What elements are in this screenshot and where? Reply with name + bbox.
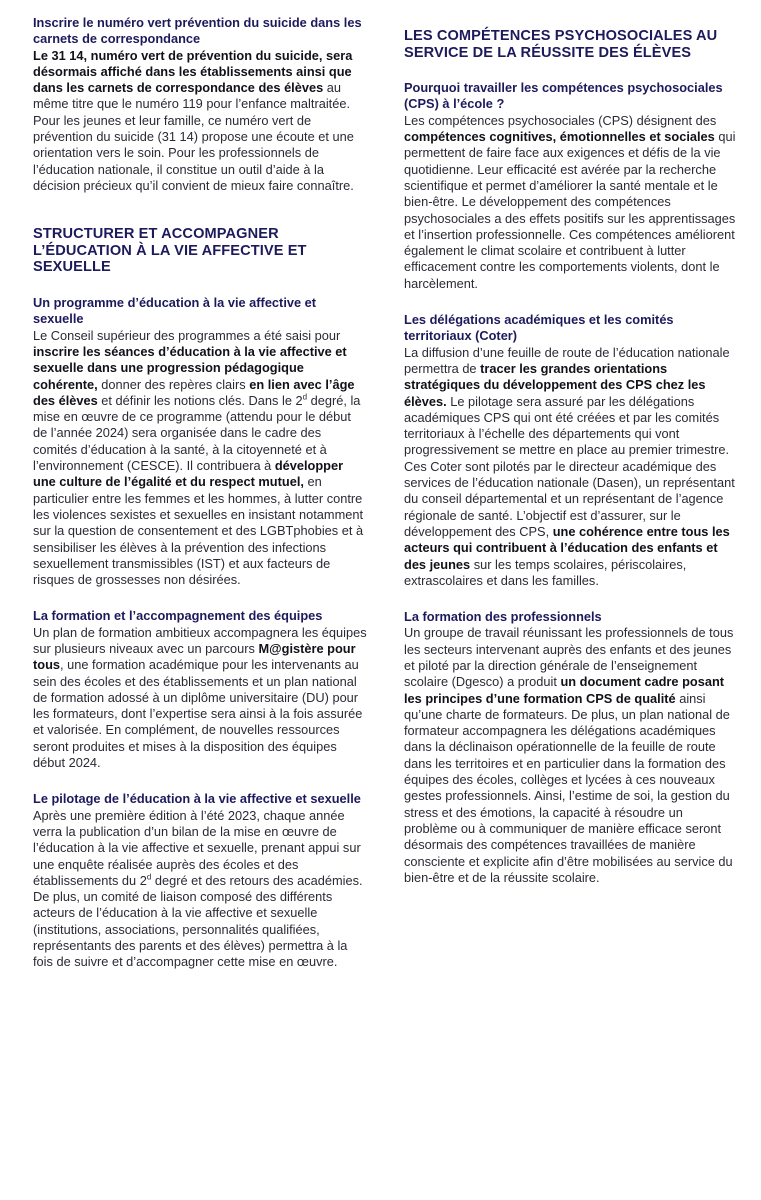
subheading-formation-equipes: La formation et l’accompagnement des équipes — [33, 608, 323, 624]
section-suicide-hotline — [33, 15, 368, 194]
paragraph-formation-equipes: Un plan de formation ambitieux accompagnera les équipes sur plusieurs niveaux avec un parcours M@gistère pour tous, une formation académique pour les intervenants au sein des écoles et des établissements et un plan national de formation adossé à un diplôme universitaire (DU) pour les formateurs, dont l’expertise sera ainsi à la fois assurée et valorisée. En complément, de nouvelles ressources seront produites et mises à la disposition des équipes début 2024. — [33, 624, 367, 771]
subheading-pourquoi-cps: Pourquoi travailler les compétences psychosociales (CPS) à l’école ? — [404, 80, 723, 112]
paragraph-pourquoi-cps: Les compétences psychosociales (CPS) désignent des compétences cognitives, émotionnelles et sociales qui permettent de faire face aux exigences et défis de la vie quotidienne. Leur efficacité est avérée par la recherche scientifique et permet d’améliorer la santé mentale et le bien-être. Le développement des compétences psychosociales a des effets positifs sur les apprentissages et l’insertion professionnelle. Ces compétences améliorent également le climat scolaire et contribuent à lutter efficacement contre les comportements violents, dont le harcèlement. — [404, 112, 736, 291]
section-formation-professionnels — [404, 609, 739, 886]
section-pilotage — [33, 791, 368, 970]
paragraph-pilotage: Après une première édition à l’été 2023, chaque année verra la publication d’un bilan de la mise en œuvre de l’éducation à la vie affective et sexuelle, prenant appui sur une enquête réalisée auprès des écoles et des établissements du 2$^d$ degré et des retours des académies. De plus, un comité de liaison composé des différents acteurs de l’éducation à la vie affective et sexuelle (institutions, associations, personnalités qualifiées, représentants des parents et des élèves) permettra à la fois de suivre et d’accompagner cette mise en œuvre. — [33, 807, 363, 970]
paragraph-formation-professionnels: Un groupe de travail réunissant les professionnels de tous les secteurs intervenant auprès des enfants et des jeunes et piloté par la direction générale de l’enseignement scolaire (Dgesco) a produit un document cadre posant les principes d’une formation CPS de qualité ainsi qu’une charte de formateurs. De plus, un plan national de formateur accompagnera les délégations académiques dans la déclinaison opérationnelle de la feuille de route dans les territoires et en particulier dans la formation des équipes des écoles, collèges et lycées à ces nouveaux gestes professionnels. Ainsi, l’estime de soi, la gestion du stress et des émotions, la capacité à résoudre un problème ou à communiquer de manière efficace seront désormais des compétences travaillées de manière consciente et explicite afin d’être mobilisées au service du bien-être et de la réussite scolaire. — [404, 625, 734, 885]
heading-competences-psychosociales: LES COMPÉTENCES PSYCHOSOCIALES AU SERVICE DE LA RÉUSSITE DES ÉLÈVES — [404, 28, 718, 61]
subheading-pilotage: Le pilotage de l’éducation à la vie affective et sexuelle — [33, 791, 361, 807]
heading-vie-affective: STRUCTURER ET ACCOMPAGNER L’ÉDUCATION À LA VIE AFFECTIVE ET SEXUELLE — [33, 226, 307, 276]
paragraph-delegations: La diffusion d’une feuille de route de l’éducation nationale permettra de tracer les grandes orientations stratégiques du développement des CPS chez les élèves. Le pilotage sera assuré par les délégations académiques CPS qui ont été créées et par les comités territoriaux à l’échelle des départements qui vont progressivement se mettre en place au premier trimestre. Ces Coter sont pilotés par le directeur académique des services de l’éducation nationale (Dasen), un représentant du conseil départemental et un représentant de l’agence régionale de santé. L’objectif est d’assurer, sur le développement des CPS, une cohérence entre tous les acteurs qui contribuent à l’éducation des enfants et des jeunes sur les temps scolaires, périscolaires, extrascolaires et dans les familles. — [404, 344, 735, 588]
section-programme — [33, 295, 368, 588]
subheading-programme: Un programme d’éducation à la vie affective et sexuelle — [33, 295, 317, 327]
section-delegations — [404, 312, 739, 589]
paragraph-programme: Le Conseil supérieur des programmes a été saisi pour inscrire les séances d’éducation à la vie affective et sexuelle dans une progression pédagogique cohérente, donner des repères clairs en lien avec l’âge des élèves et définir les notions clés. Dans le 2$^d$ degré, la mise en œuvre de ce programme (attendu pour le début de l’année 2024) sera organisée dans le cadre des comités d’éducation à la santé, à la citoyenneté et à l’environnement (CESCE). Il contribuera à développer une culture de l’égalité et du respect mutuel, en particulier entre les femmes et les hommes, à lutter contre les violences sexistes et sexuelles en insistant notamment sur la question de consentement et des LGBTphobies et à sensibiliser les élèves à la prévention des infections sexuellement transmissibles (IST) et aux facteurs de risques de grossesses non désirées. — [33, 327, 364, 588]
paragraph-suicide-hotline: Le 31 14, numéro vert de prévention du suicide, sera désormais affiché dans les établissements ainsi que dans les carnets de correspondance des élèves au même titre que le numéro 119 pour l’enfance maltraitée. Pour les jeunes et leur famille, ce numéro vert de prévention du suicide (31 14) propose une écoute et une orientation vers le soin. Pour les professionnels de l’éducation nationale, il constitue un outil d’aide à la décision précieux qu’il convient de mieux faire connaître. — [33, 47, 354, 193]
subheading-formation-professionnels: La formation des professionnels — [404, 609, 602, 625]
right-column — [404, 15, 739, 1200]
subheading-suicide-hotline: Inscrire le numéro vert prévention du suicide dans les carnets de correspondance — [33, 15, 362, 47]
left-column — [33, 15, 368, 1200]
subheading-delegations: Les délégations académiques et les comités territoriaux (Coter) — [404, 312, 674, 344]
section-formation-equipes — [33, 608, 368, 771]
section-pourquoi-cps — [404, 80, 739, 292]
